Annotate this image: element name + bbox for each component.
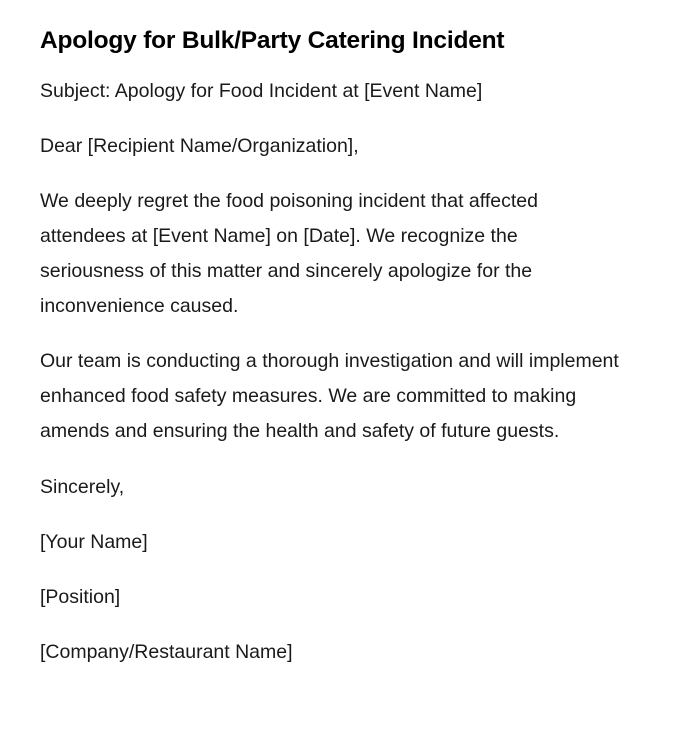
signature-name: [Your Name]	[40, 531, 148, 553]
closing-line: Sincerely,	[40, 476, 125, 498]
document-title: Apology for Bulk/Party Catering Incident	[40, 27, 505, 54]
greeting-line: Dear [Recipient Name/Organization],	[40, 135, 359, 157]
body-paragraph-2: Our team is conducting a thorough investigation and will implement enhanced food safety measures. We are committed to making amends and ensuring the health and safety of future guests.	[40, 350, 619, 442]
body-paragraph-1: We deeply regret the food poisoning incident that affected attendees at [Event Name] on [Date]. We recognize the seriousness of this matter and sincerely apologize for the inconvenience caused.	[40, 190, 538, 317]
subject-line: Subject: Apology for Food Incident at [Event Name]	[40, 80, 483, 102]
signature-company: [Company/Restaurant Name]	[40, 641, 293, 663]
signature-position: [Position]	[40, 586, 121, 608]
